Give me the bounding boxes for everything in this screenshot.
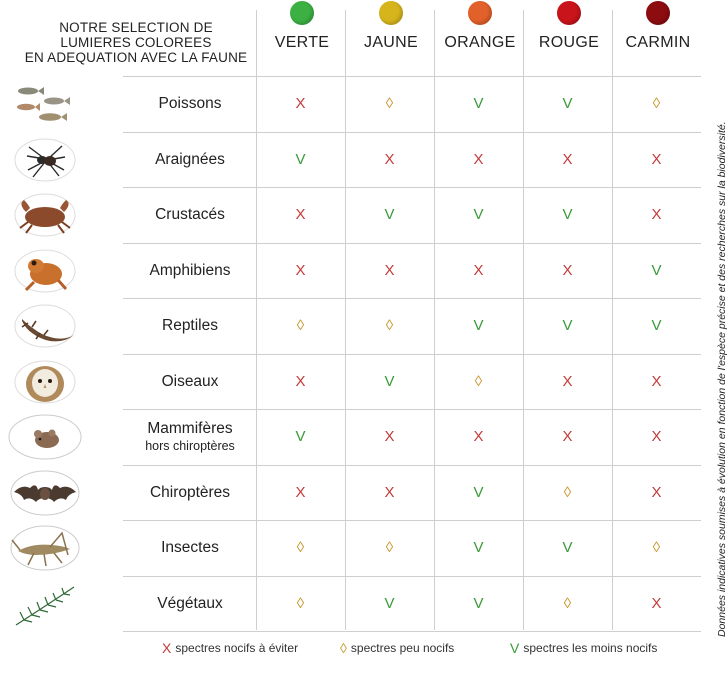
cell-rouge [523,354,612,409]
bat-icon [4,468,86,518]
disclaimer-note: Données indicatives soumises à évolution en fonction de l'espèce précise et des recherches sur la biodiversité. [716,121,728,637]
row-name: Araignées [155,150,225,168]
rating-symbol: X [651,373,662,390]
rating-symbol: ◊ [563,484,572,501]
cell-rouge [523,132,612,187]
legend-least-harm [510,638,657,658]
row-divider [123,631,701,632]
rating-symbol: V [473,484,484,501]
color-dot-icon [646,1,670,25]
cell-rouge [523,576,612,631]
cell-jaune [345,243,434,298]
rating-symbol: X [473,262,484,279]
rating-symbol: X [562,262,573,279]
column-label: VERTE [274,34,330,51]
rating-symbol: V [384,206,395,223]
legend-harmful-symbol: X [162,640,172,656]
color-dot-icon [557,1,581,25]
cell-carmin [612,520,701,575]
rating-symbol: X [651,206,662,223]
row-name: Végétaux [157,594,223,612]
rating-symbol: V [384,373,395,390]
rating-symbol: X [295,206,306,223]
row-label [124,132,256,187]
rating-symbol: V [384,595,395,612]
table-title [18,20,254,65]
cell-carmin [612,298,701,353]
cell-carmin [612,187,701,242]
row-name: Amphibiens [149,261,231,279]
row-name: Crustacés [155,205,225,223]
rating-symbol: V [295,428,306,445]
table-row [0,187,701,242]
legend-low-harm-symbol: ◊ [340,640,347,656]
rating-symbol: X [384,484,395,501]
rating-symbol: X [384,151,395,168]
cell-jaune [345,187,434,242]
cell-jaune [345,409,434,464]
legend-harmful-text: spectres nocifs à éviter [175,641,299,655]
rating-symbol: X [651,484,662,501]
rating-symbol: X [295,262,306,279]
column-label: ORANGE [444,34,516,51]
cell-jaune [345,132,434,187]
cell-verte [256,409,345,464]
rating-symbol: ◊ [474,373,483,390]
table-row [0,409,701,464]
spider-icon [4,135,86,185]
rating-symbol: X [651,151,662,168]
color-dot-icon [379,1,403,25]
rating-symbol: V [473,317,484,334]
legend-low-harm-text: spectres peu nocifs [350,641,455,655]
cell-rouge [523,465,612,520]
cell-jaune [345,354,434,409]
cell-rouge [523,298,612,353]
rating-symbol: X [384,262,395,279]
table-row [0,298,701,353]
rating-symbol: ◊ [652,539,661,556]
cell-rouge [523,243,612,298]
rating-symbol: V [562,539,573,556]
table-row [0,354,701,409]
fern-icon [4,579,86,629]
legend-least-harm-text: spectres les moins nocifs [523,641,658,655]
owl-icon [4,357,86,407]
rating-symbol: V [295,151,306,168]
lizard-icon [4,301,86,351]
rating-symbol: V [562,317,573,334]
rating-symbol: V [562,206,573,223]
row-name: Oiseaux [161,372,219,390]
rating-symbol: X [384,428,395,445]
row-name: Insectes [161,538,219,556]
cell-verte [256,465,345,520]
cell-carmin [612,243,701,298]
rating-symbol: X [473,151,484,168]
rating-symbol: V [473,595,484,612]
cell-orange [434,354,523,409]
rating-symbol: X [651,428,662,445]
color-dot-icon [290,1,314,25]
row-label [124,354,256,409]
table-row [0,520,701,575]
legend-low-harm [340,638,454,658]
rating-symbol: ◊ [385,539,394,556]
table-row [0,132,701,187]
row-label [124,76,256,131]
rating-symbol: V [651,262,662,279]
rating-symbol: X [295,95,306,112]
cell-rouge [523,409,612,464]
row-name: Reptiles [162,316,218,334]
rating-symbol: ◊ [296,595,305,612]
title-line-3: EN ADEQUATION AVEC LA FAUNE [24,50,248,65]
row-label [124,409,256,464]
legend-least-harm-symbol: V [510,640,520,656]
rating-symbol: ◊ [563,595,572,612]
rating-symbol: V [473,539,484,556]
cell-rouge [523,520,612,575]
column-rouge [525,0,613,76]
table-row [0,76,701,131]
cell-jaune [345,298,434,353]
rating-symbol: X [295,373,306,390]
rating-symbol: X [562,151,573,168]
cell-verte [256,76,345,131]
cell-orange [434,132,523,187]
title-line-2: LUMIERES COLOREES [60,35,212,50]
row-label [124,520,256,575]
column-orange [436,0,524,76]
row-name: Chiroptères [149,483,231,501]
column-label: JAUNE [364,34,418,51]
cell-orange [434,298,523,353]
rating-symbol: V [473,206,484,223]
cell-verte [256,354,345,409]
fish-icon [4,79,86,129]
cell-verte [256,132,345,187]
cell-verte [256,243,345,298]
cell-carmin [612,354,701,409]
rating-symbol: X [562,428,573,445]
column-label: ROUGE [538,34,600,51]
row-label [124,465,256,520]
rating-symbol: V [651,317,662,334]
cell-orange [434,76,523,131]
cell-rouge [523,76,612,131]
cell-rouge [523,187,612,242]
cell-orange [434,520,523,575]
cell-verte [256,576,345,631]
rating-symbol: ◊ [296,539,305,556]
cell-carmin [612,409,701,464]
title-line-1: NOTRE SELECTION DE [59,20,213,35]
rating-symbol: X [473,428,484,445]
cell-carmin [612,576,701,631]
column-label: CARMIN [625,34,691,51]
rating-symbol: ◊ [385,95,394,112]
rating-symbol: X [651,595,662,612]
cell-orange [434,465,523,520]
row-label [124,243,256,298]
cell-jaune [345,76,434,131]
row-label [124,298,256,353]
grasshopper-icon [4,523,86,573]
cell-jaune [345,520,434,575]
row-sub-label: hors chiroptères [145,439,235,453]
rating-symbol: ◊ [652,95,661,112]
table-row [0,465,701,520]
column-verte [258,0,346,76]
cell-verte [256,298,345,353]
legend-harmful [162,638,298,658]
row-name: Poissons [158,94,222,112]
rating-symbol: ◊ [296,317,305,334]
table-row [0,576,701,631]
cell-orange [434,187,523,242]
cell-verte [256,520,345,575]
cell-carmin [612,465,701,520]
cell-carmin [612,76,701,131]
cell-orange [434,409,523,464]
cell-jaune [345,465,434,520]
column-carmin [614,0,702,76]
mouse-icon [4,412,86,462]
rating-symbol: X [295,484,306,501]
cell-carmin [612,132,701,187]
row-name: Mammifères [147,420,233,437]
cell-jaune [345,576,434,631]
rating-symbol: ◊ [385,317,394,334]
cell-orange [434,243,523,298]
row-label [124,187,256,242]
cell-verte [256,187,345,242]
rating-symbol: V [562,95,573,112]
rating-symbol: V [473,95,484,112]
color-dot-icon [468,1,492,25]
crab-icon [4,190,86,240]
frog-icon [4,246,86,296]
cell-orange [434,576,523,631]
row-label [124,576,256,631]
table-row [0,243,701,298]
column-jaune [347,0,435,76]
rating-symbol: X [562,373,573,390]
